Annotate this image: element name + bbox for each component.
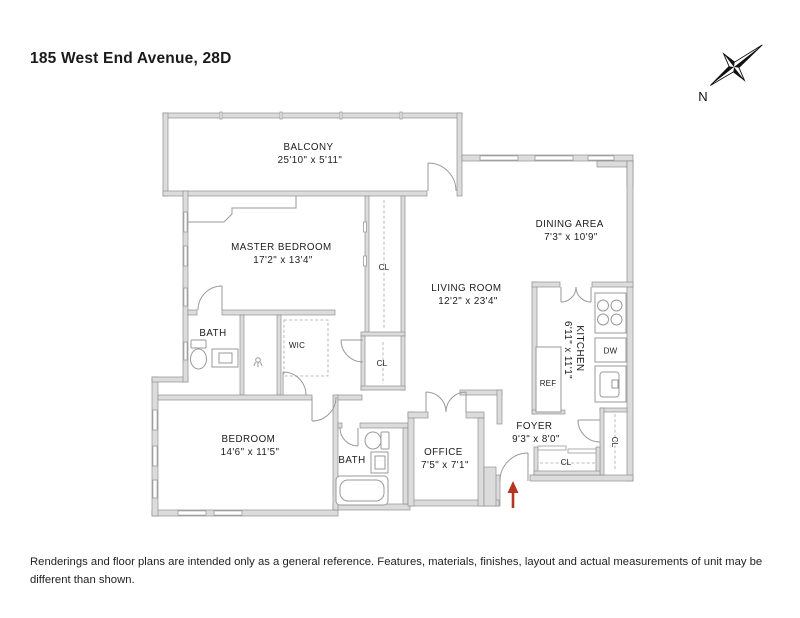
north-label: N: [698, 89, 708, 104]
wic-label: WIC: [288, 341, 306, 350]
refrigerator-label: REF: [539, 379, 557, 388]
master-bath-fixtures: [191, 340, 263, 369]
closet-label-foyer: CL: [560, 458, 572, 467]
second-bath-fixtures: [336, 432, 389, 505]
entry-arrow: [508, 481, 519, 508]
closet-label-small: CL: [376, 359, 388, 368]
toilet-bowl: [365, 432, 381, 449]
disclaimer-text: Renderings and floor plans are intended only as a general reference. Features, materials, finishes, layout and actual measurements of unit may be different than shown.: [30, 556, 763, 586]
north-arrow-icon: [698, 31, 773, 104]
shower-head-icon: [254, 358, 262, 367]
foyer-label: FOYER 9'3" x 8'0": [512, 421, 560, 445]
closet-label-hall: CL: [378, 263, 390, 272]
stove: [595, 293, 626, 333]
kitchen-label: KITCHEN 6'11" x 11'1": [562, 320, 585, 380]
master-bedroom-label: MASTER BEDROOM 17'2" x 13'4": [231, 242, 332, 266]
office-label: OFFICE 7'5" x 7'1": [421, 447, 469, 471]
balcony-label: BALCONY 25'10" x 5'11": [277, 142, 343, 166]
sink-basin: [219, 353, 232, 363]
page-title: 185 West End Avenue, 28D: [30, 50, 232, 67]
living-room-label: LIVING ROOM 12'2" x 23'4": [431, 283, 502, 307]
bathtub-basin: [340, 480, 384, 501]
closet-label-foyer-side: CL: [610, 436, 619, 448]
toilet-bowl: [191, 349, 207, 369]
bedroom-label: BEDROOM 14'6" x 11'5": [220, 434, 280, 458]
dining-area-label: DINING AREA 7'3" x 10'9": [535, 219, 604, 243]
master-bath-label: BATH: [199, 328, 227, 339]
bath2-label: BATH: [338, 455, 366, 466]
soffit-line: [188, 196, 296, 222]
sink-basin: [375, 456, 385, 469]
toilet: [191, 340, 206, 348]
toilet-tank: [381, 432, 389, 449]
dishwasher-label: DW: [603, 346, 618, 356]
